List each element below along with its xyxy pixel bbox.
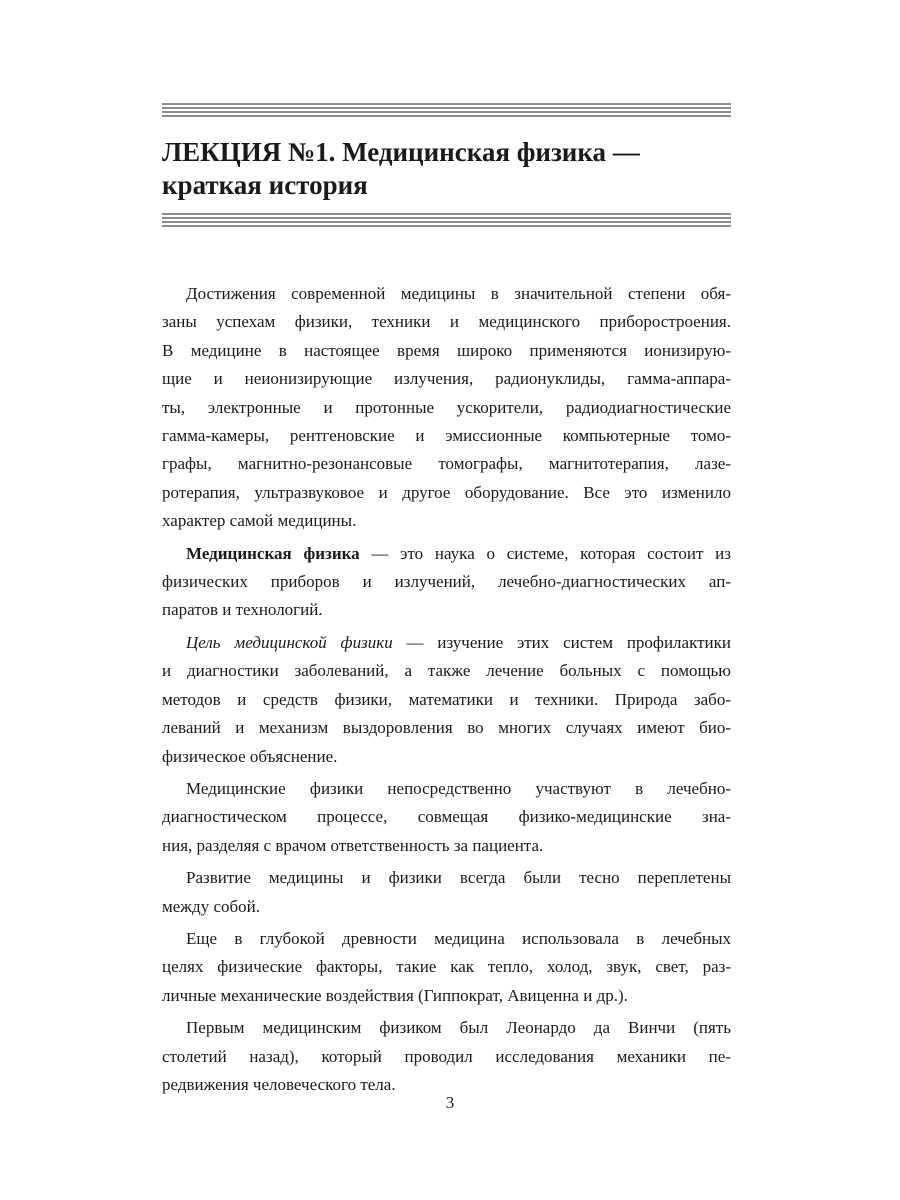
lecture-title-line-1: ЛЕКЦИЯ №1. Медицинская физика — xyxy=(162,137,640,167)
text-line: гамма-камеры, рентгеновские и эмиссионные компьютерные томо- xyxy=(162,426,731,446)
text-line xyxy=(162,540,731,568)
text-line: диагностическом процессе, совмещая физико-медицинские зна- xyxy=(162,807,731,827)
text-line: леваний и механизм выздоровления во многих случаях имеют био- xyxy=(162,718,731,738)
term-medical-physics: Медицинская физика xyxy=(186,543,360,563)
text-line: целях физические факторы, такие как тепло, холод, звук, свет, раз- xyxy=(162,957,731,977)
text-line: ты, электронные и протонные ускорители, радиодиагностические xyxy=(162,397,731,417)
text-line: характер самой медицины. xyxy=(162,511,357,531)
text-line: ния, разделяя с врачом ответственность за пациента. xyxy=(162,835,544,855)
text-line: физических приборов и излучений, лечебно-диагностических ап- xyxy=(162,572,731,592)
term-goal: Цель медицинской физики xyxy=(186,632,393,652)
text-fragment: — это наука о системе, которая состоит из xyxy=(359,543,731,563)
text-line: Медицинские физики непосредственно участвуют в лечебно- xyxy=(186,778,731,798)
text-fragment: — изучение этих систем профилактики xyxy=(392,632,731,652)
text-line: методов и средств физики, математики и техники. Природа забо- xyxy=(162,689,731,709)
lecture-body xyxy=(162,280,731,1103)
text-line: столетий назад), который проводил исследования механики пе- xyxy=(162,1046,731,1066)
text-line: и диагностики заболеваний, а также лечение больных с помощью xyxy=(162,661,731,681)
text-line: щие и неионизирующие излучения, радионуклиды, гамма-аппара- xyxy=(162,369,731,389)
text-line: Развитие медицины и физики всегда были тесно переплетены xyxy=(186,868,731,888)
header-rule-top xyxy=(162,103,731,119)
text-line: физическое объяснение. xyxy=(162,746,338,766)
paragraph xyxy=(162,775,731,860)
paragraph xyxy=(162,1014,731,1099)
text-line: графы, магнитно-резонансовые томографы, магнитотерапия, лазе- xyxy=(162,454,731,474)
text-line xyxy=(162,629,731,657)
lecture-title xyxy=(162,136,731,202)
text-line: Первым медицинским физиком был Леонардо да Винчи (пять xyxy=(186,1018,731,1038)
text-line: личные механические воздействия (Гиппократ, Авиценна и др.). xyxy=(162,985,628,1005)
lecture-title-line-2: краткая история xyxy=(162,170,368,200)
text-line: Достижения современной медицины в значительной степени обя- xyxy=(186,284,731,303)
paragraph xyxy=(162,864,731,921)
paragraph xyxy=(162,280,731,536)
text-line: Еще в глубокой древности медицина использовала в лечебных xyxy=(186,928,731,948)
goal-paragraph xyxy=(162,629,731,771)
text-line: заны успехам физики, техники и медицинского приборостроения. xyxy=(162,312,731,332)
text-line: В медицине в настоящее время широко применяются ионизирую- xyxy=(162,340,731,360)
text-line: паратов и технологий. xyxy=(162,600,323,620)
text-line: ротерапия, ультразвуковое и другое оборудование. Все это изменило xyxy=(162,482,731,502)
definition-paragraph xyxy=(162,540,731,625)
page-number: 3 xyxy=(445,1093,455,1112)
text-line: между собой. xyxy=(162,896,260,916)
header-rule-bottom xyxy=(162,213,731,229)
text-line: редвижения человеческого тела. xyxy=(162,1074,396,1094)
paragraph xyxy=(162,925,731,1010)
